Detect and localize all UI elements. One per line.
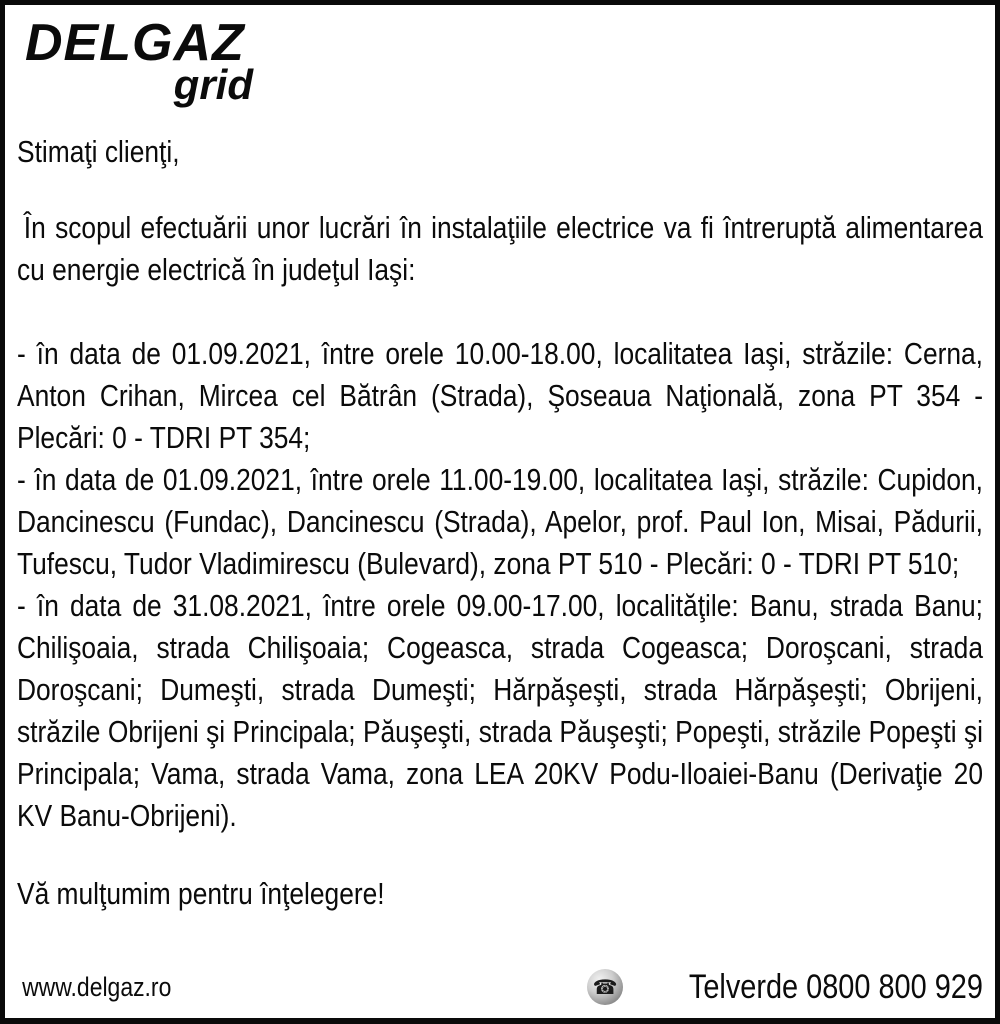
phone-icon: ☎ (587, 969, 623, 1005)
header (17, 14, 983, 108)
delgaz-logo (25, 14, 257, 108)
logo-subbrand-text: grid (173, 61, 253, 108)
closing-message: Vă mulţumim pentru înţelegere! (17, 876, 385, 911)
hotline-label: Telverde 0800 800 929 (688, 967, 983, 1006)
logo-brand-text: DELGAZ (25, 14, 245, 72)
outage-item: - în data de 31.08.2021, între orele 09.00-17.00, localităţile: Banu, strada Banu; Chilişoaia, strada Chilişoaia; Cogeasca, strada Cogeasca; Doroşcani, strada Doroşcani; Dumeşti, strada Dumeşti; Hărpăşeşti, strada Hărpăşeşti; Obrijeni, străzile Obrijeni şi Principala; Păuşeşti, strada Păuşeşti; Popeşti, străzile Popeşti şi Principala; Vama, strada Vama, zona LEA 20KV Podu-Iloaiei-Banu (Derivaţie 20 KV Banu-Obrijeni). (17, 588, 983, 833)
footer (17, 964, 983, 1010)
notice-body (17, 131, 983, 915)
outage-list (17, 333, 983, 837)
outage-item: - în data de 01.09.2021, între orele 10.00-18.00, localitatea Iaşi, străzile: Cerna, Anton Crihan, Mircea cel Bătrân (Strada), Şoseaua Naţională, zona PT 354 - Plecări: 0 - TDRI PT 354; (17, 336, 983, 455)
website-url: www.delgaz.ro (22, 971, 172, 1002)
hotline (587, 968, 983, 1007)
intro-paragraph: În scopul efectuării unor lucrări în instalaţiile electrice va fi întreruptă alimentarea cu energie electrică în judeţul Iaşi: (17, 210, 983, 287)
salutation: Stimaţi clienţi, (17, 134, 180, 169)
outage-item: - în data de 01.09.2021, între orele 11.00-19.00, localitatea Iaşi, străzile: Cupidon, Dancinescu (Fundac), Dancinescu (Strada), Apelor, prof. Paul Ion, Misai, Pădurii, Tufescu, Tudor Vladimirescu (Bulevard), zona PT 510 - Plecări: 0 - TDRI PT 510; (17, 462, 983, 581)
